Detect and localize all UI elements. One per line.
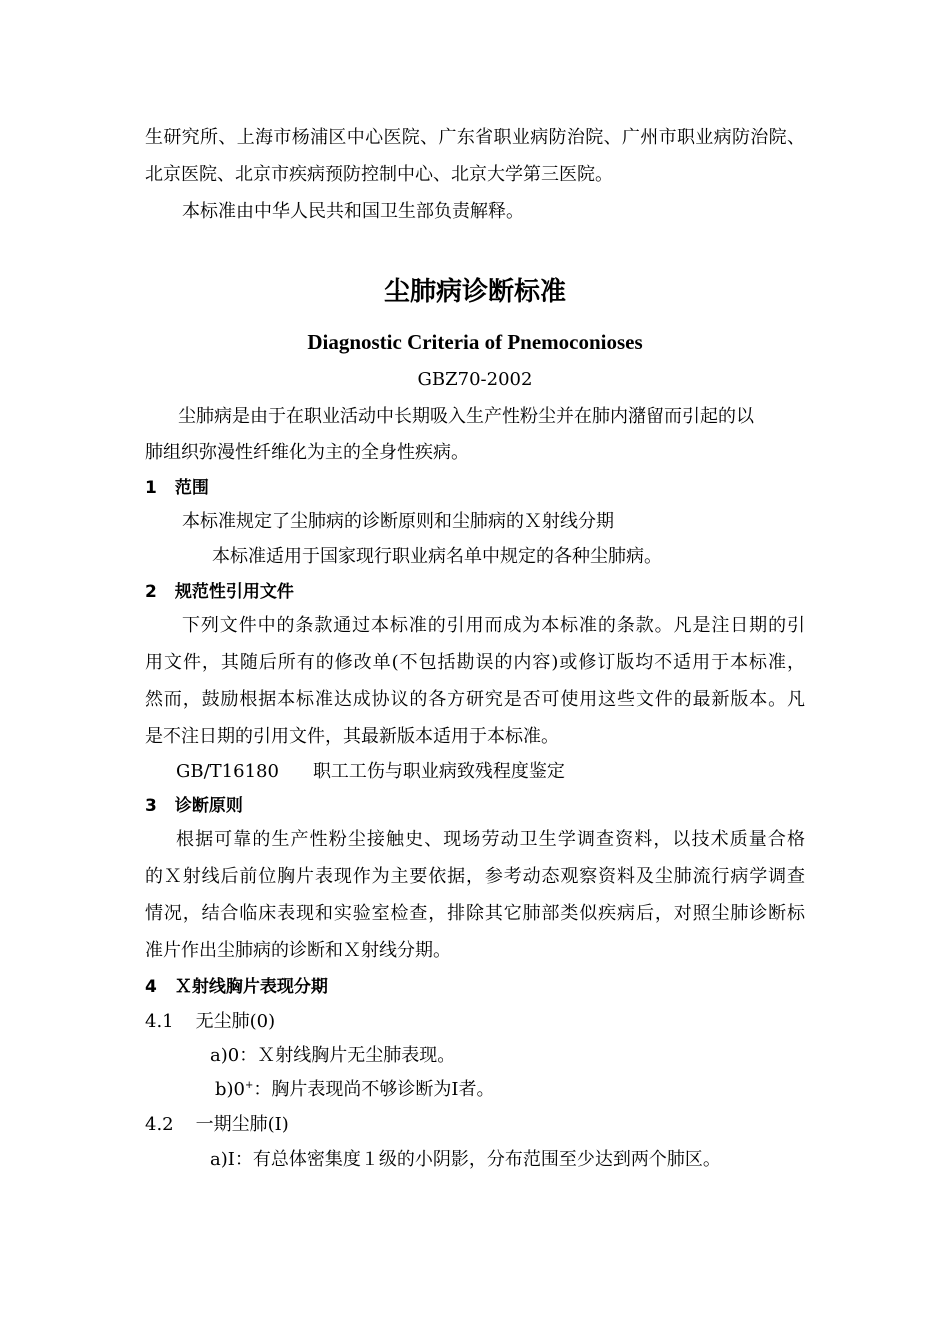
reference-code: GB/T16180 [176, 761, 279, 782]
section-2-heading [145, 580, 294, 604]
subsection-number: 4.1 [145, 1011, 174, 1032]
subsection-number: 4.2 [145, 1114, 174, 1135]
section-3-line-4: 准片作出尘肺病的诊断和Ｘ射线分期。 [145, 940, 451, 961]
intro-line-1: 生研究所、上海市杨浦区中心医院、广东省职业病防治院、广州市职业病防治院、 [145, 127, 805, 148]
section-number: 4 [145, 977, 157, 997]
reference-entry [176, 760, 565, 784]
section-2-line-3: 然而，鼓励根据本标准达成协议的各方研究是否可使用这些文件的最新版本。凡 [145, 689, 805, 710]
section-4-heading [145, 975, 328, 999]
section-2-line-4: 是不注日期的引用文件，其最新版本适用于本标准。 [145, 726, 559, 747]
preface-line-2: 肺组织弥漫性纤维化为主的全身性疾病。 [145, 442, 469, 463]
section-3-line-1: 根据可靠的生产性粉尘接触史、现场劳动卫生学调查资料，以技术质量合格 [176, 829, 805, 850]
document-title-cn: 尘肺病诊断标准 [383, 277, 566, 307]
section-title: 规范性引用文件 [174, 582, 294, 602]
subsection-4-1-item-b: b)0+：胸片表现尚不够诊断为Ⅰ者。 [215, 1079, 495, 1100]
section-3-line-3: 情况，结合临床表现和实验室检查，排除其它肺部类似疾病后，对照尘肺诊断标 [145, 903, 805, 924]
section-1-line-1: 本标准规定了尘肺病的诊断原则和尘肺病的Ｘ射线分期 [182, 511, 614, 532]
document-title-en: Diagnostic Criteria of Pnemoconioses [307, 330, 643, 354]
section-2-line-1: 下列文件中的条款通过本标准的引用而成为本标准的条款。凡是注日期的引 [182, 615, 805, 636]
section-3-line-2: 的Ｘ射线后前位胸片表现作为主要依据，参考动态观察资料及尘肺流行病学调查 [145, 866, 805, 887]
subsection-4-1-item-a: a)0：Ｘ射线胸片无尘肺表现。 [210, 1045, 456, 1066]
preface-line-1: 尘肺病是由于在职业活动中长期吸入生产性粉尘并在肺内潴留而引起的以 [178, 406, 754, 427]
section-number: 2 [145, 582, 157, 602]
section-1-line-2: 本标准适用于国家现行职业病名单中规定的各种尘肺病。 [212, 546, 662, 567]
section-3-heading [145, 794, 243, 818]
standard-code: GBZ70-2002 [417, 369, 533, 390]
subsection-4-2 [145, 1113, 289, 1137]
intro-line-2: 北京医院、北京市疾病预防控制中心、北京大学第三医院。 [145, 164, 613, 185]
section-title: Ｘ射线胸片表现分期 [174, 977, 328, 997]
section-title: 诊断原则 [174, 796, 243, 816]
section-title: 范围 [174, 478, 209, 498]
section-1-heading [145, 476, 209, 500]
subsection-title: 无尘肺(0) [195, 1011, 276, 1032]
intro-line-3: 本标准由中华人民共和国卫生部负责解释。 [182, 201, 524, 222]
section-2-line-2: 用文件，其随后所有的修改单(不包括勘误的内容)或修订版均不适用于本标准， [145, 652, 805, 673]
subsection-4-2-item-a: a)Ⅰ：有总体密集度１级的小阴影，分布范围至少达到两个肺区。 [210, 1149, 721, 1170]
subsection-title: 一期尘肺(Ⅰ) [195, 1114, 289, 1135]
reference-title: 职工工伤与职业病致残程度鉴定 [312, 761, 565, 782]
subsection-4-1 [145, 1010, 275, 1034]
section-number: 3 [145, 796, 157, 816]
section-number: 1 [145, 478, 157, 498]
